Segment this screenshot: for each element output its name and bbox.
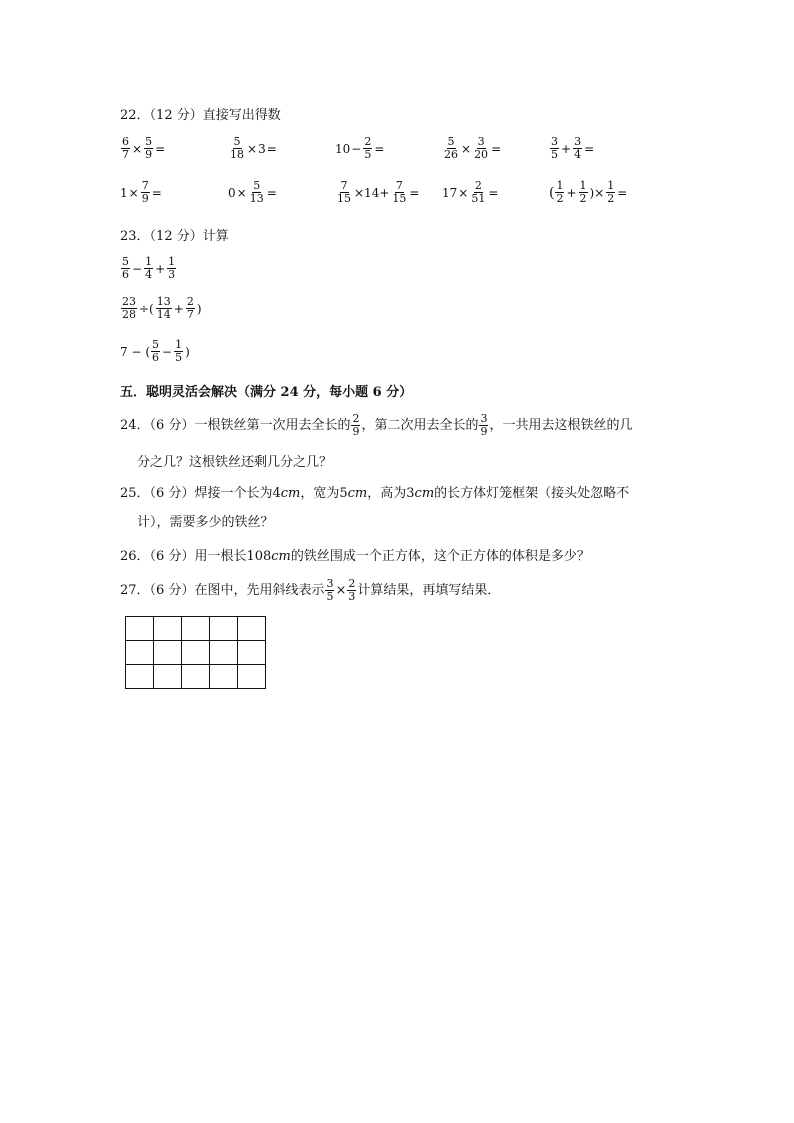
grid-row — [126, 617, 266, 641]
grid-cell[interactable] — [126, 641, 154, 665]
grid-cell[interactable] — [182, 665, 210, 689]
grid-row — [126, 641, 266, 665]
grid-cell[interactable] — [238, 617, 266, 641]
fraction: $\frac{3}{4}$ — [574, 135, 582, 161]
fraction: $\frac{3}{20}$ — [474, 135, 489, 161]
fraction: $\frac{1}{2}$ — [607, 179, 615, 205]
q22-r2-e2: 0 × $\frac{5}{13}$ = — [228, 179, 277, 205]
q22-r1-e1: $\frac{6}{7}$ × $\frac{5}{9}$ = — [122, 135, 166, 161]
q22-r1-e2: $\frac{5}{18}$ × 3 = — [230, 135, 277, 161]
q23-title: 23．（12 分）计算 — [120, 229, 229, 244]
fraction: $\frac{7}{15}$ — [392, 179, 407, 205]
fraction: $\frac{2}{51}$ — [471, 179, 486, 205]
q22-r2-e3: $\frac{7}{15}$ ×14+ $\frac{7}{15}$ = — [337, 179, 420, 205]
fraction: $\frac{7}{9}$ — [141, 179, 149, 205]
grid-cell[interactable] — [154, 665, 182, 689]
fraction: $\frac{2}{9}$ — [352, 412, 360, 438]
grid-cell[interactable] — [182, 617, 210, 641]
grid-cell[interactable] — [154, 617, 182, 641]
q27-line-1: 27．（6 分）在图中，先用斜线表示 $\frac{3}{5}$ × $\frac{2}{3}$ 计算结果，再填写结果． — [120, 577, 501, 603]
fraction: $\frac{13}{14}$ — [156, 295, 171, 321]
q22-r1-e5: $\frac{3}{5}$ + $\frac{3}{4}$ = — [551, 135, 595, 161]
fraction: $\frac{5}{13}$ — [249, 179, 264, 205]
fraction: $\frac{1}{4}$ — [145, 255, 153, 281]
section-5-title: 五．聪明灵活会解决（满分 24 分，每小题 6 分） — [120, 385, 413, 400]
fraction: $\frac{1}{3}$ — [168, 255, 176, 281]
grid-cell[interactable] — [182, 641, 210, 665]
grid-cell[interactable] — [126, 617, 154, 641]
fraction: $\frac{7}{15}$ — [337, 179, 351, 205]
q22-r2-e5: ( $\frac{1}{2}$ + $\frac{1}{2}$ )× $\frac{1}{2}$ = — [549, 179, 628, 205]
grid-cell[interactable] — [154, 641, 182, 665]
q24-line-1: 24．（6 分）一根铁丝第一次用去全长的 $\frac{2}{9}$ ，第二次用去全长的 $\frac{3}{9}$ ，一共用去这根铁丝的几 — [120, 412, 633, 438]
grid-cell[interactable] — [210, 617, 238, 641]
answer-grid[interactable] — [125, 616, 266, 689]
fraction: $\frac{5}{6}$ — [152, 338, 159, 364]
q24-line-2: 分之几？这根铁丝还剩几分之几？ — [137, 455, 333, 470]
fraction: $\frac{5}{6}$ — [122, 255, 129, 281]
grid-cell[interactable] — [210, 665, 238, 689]
fraction: $\frac{2}{7}$ — [186, 295, 194, 321]
fraction: $\frac{6}{7}$ — [122, 135, 129, 161]
fraction: $\frac{5}{18}$ — [230, 135, 244, 161]
grid-cell[interactable] — [210, 641, 238, 665]
grid-cell[interactable] — [126, 665, 154, 689]
q25-line-1: 25．（6 分）焊接一个长为 4 cm ，宽为 5 cm ，高为 3 cm 的长方体灯笼框架（接头处忽略不 — [120, 486, 630, 501]
q23-expr-2: $\frac{23}{28}$ ÷( $\frac{13}{14}$ + $\frac{2}{7}$ ) — [122, 295, 202, 321]
grid-row — [126, 665, 266, 689]
fraction: $\frac{2}{5}$ — [364, 135, 372, 161]
fraction: $\frac{5}{26}$ — [444, 135, 458, 161]
grid-cell[interactable] — [238, 665, 266, 689]
q22-r2-e1: 1 × $\frac{7}{9}$ = — [120, 179, 162, 205]
q22-r1-e4: $\frac{5}{26}$ × $\frac{3}{20}$ = — [444, 135, 502, 161]
fraction: $\frac{23}{28}$ — [122, 295, 136, 321]
q25-line-2: 计），需要多少的铁丝？ — [137, 515, 274, 530]
fraction: $\frac{3}{5}$ — [551, 135, 558, 161]
grid-cell[interactable] — [238, 641, 266, 665]
fraction: $\frac{3}{5}$ — [326, 577, 334, 603]
fraction: $\frac{3}{9}$ — [480, 412, 488, 438]
fraction: $\frac{2}{3}$ — [348, 577, 356, 603]
fraction: $\frac{1}{2}$ — [556, 179, 564, 205]
q22-r2-e4: 17 × $\frac{2}{51}$ = — [442, 179, 499, 205]
q26-line-1: 26．（6 分）用一根长 108 cm 的铁丝围成一个正方体，这个正方体的体积是多少？ — [120, 549, 590, 564]
q22-title: 22．（12 分）直接写出得数 — [120, 108, 281, 123]
fraction: $\frac{1}{2}$ — [579, 179, 587, 205]
q23-expr-3: 7 − ( $\frac{5}{6}$ − $\frac{1}{5}$ ) — [120, 338, 190, 364]
fraction: $\frac{1}{5}$ — [175, 338, 183, 364]
fraction: $\frac{5}{9}$ — [145, 135, 153, 161]
q27-grid[interactable] — [125, 616, 266, 689]
q22-r1-e3: 10 − $\frac{2}{5}$ = — [335, 135, 385, 161]
q23-expr-1: $\frac{5}{6}$ − $\frac{1}{4}$ + $\frac{1}{3}$ — [122, 255, 176, 281]
